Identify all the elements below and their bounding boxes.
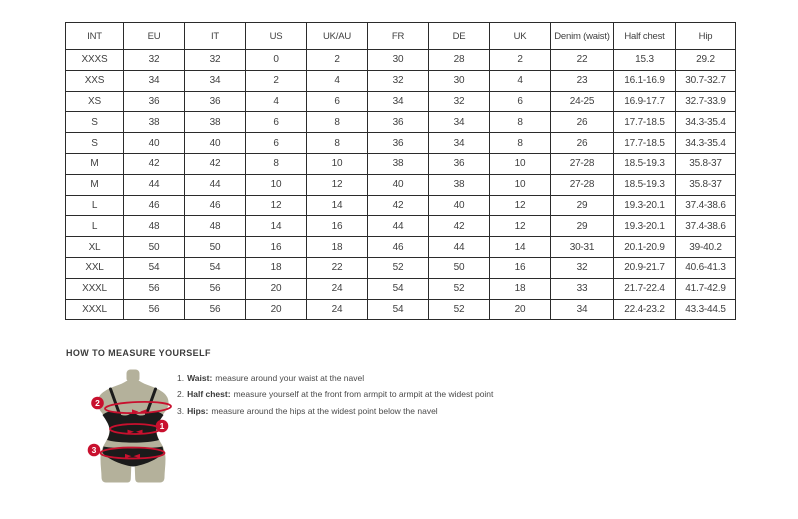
table-cell: 18 xyxy=(307,237,368,258)
size-label-cell: XXXS xyxy=(66,50,124,71)
table-cell: 44 xyxy=(124,174,185,195)
mannequin-illustration xyxy=(84,369,192,487)
table-cell: 24 xyxy=(307,278,368,299)
table-cell: 19.3-20.1 xyxy=(614,216,676,237)
table-cell: 34 xyxy=(429,133,490,154)
table-cell: 21.7-22.4 xyxy=(614,278,676,299)
table-cell: 4 xyxy=(307,70,368,91)
table-cell: 30-31 xyxy=(551,237,614,258)
table-cell: 20 xyxy=(246,299,307,320)
size-table xyxy=(65,22,736,320)
instruction-item-half-chest xyxy=(177,386,537,402)
table-cell: 52 xyxy=(368,257,429,278)
table-cell: 54 xyxy=(368,278,429,299)
table-cell: 36 xyxy=(185,91,246,112)
table-cell: 48 xyxy=(185,216,246,237)
table-cell: 38 xyxy=(368,153,429,174)
table-cell: 28 xyxy=(429,50,490,71)
instruction-number: 2. xyxy=(177,389,185,400)
table-cell: 24-25 xyxy=(551,91,614,112)
table-cell: 56 xyxy=(124,299,185,320)
table-row xyxy=(66,299,736,320)
table-row xyxy=(66,237,736,258)
hips-badge-number: 3 xyxy=(91,445,97,455)
table-cell: 17.7-18.5 xyxy=(614,133,676,154)
table-cell: 16 xyxy=(490,257,551,278)
size-label-cell: L xyxy=(66,195,124,216)
table-cell: 50 xyxy=(185,237,246,258)
column-header: IT xyxy=(185,23,246,50)
table-cell: 56 xyxy=(185,299,246,320)
table-cell: 8 xyxy=(490,112,551,133)
table-cell: 18.5-19.3 xyxy=(614,174,676,195)
table-cell: 12 xyxy=(246,195,307,216)
table-cell: 46 xyxy=(368,237,429,258)
table-cell: 32.7-33.9 xyxy=(676,91,736,112)
column-header: Denim (waist) xyxy=(551,23,614,50)
table-cell: 24 xyxy=(307,299,368,320)
table-cell: 34 xyxy=(368,91,429,112)
table-row xyxy=(66,112,736,133)
table-cell: 35.8-37 xyxy=(676,174,736,195)
table-cell: 39-40.2 xyxy=(676,237,736,258)
table-cell: 0 xyxy=(246,50,307,71)
table-cell: 29 xyxy=(551,216,614,237)
table-cell: 52 xyxy=(429,299,490,320)
size-label-cell: XS xyxy=(66,91,124,112)
table-row xyxy=(66,174,736,195)
table-cell: 32 xyxy=(368,70,429,91)
size-label-cell: XL xyxy=(66,237,124,258)
column-header: Half chest xyxy=(614,23,676,50)
table-cell: 52 xyxy=(429,278,490,299)
waist-badge-number: 1 xyxy=(159,421,165,431)
table-cell: 19.3-20.1 xyxy=(614,195,676,216)
table-cell: 27-28 xyxy=(551,153,614,174)
table-cell: 32 xyxy=(185,50,246,71)
table-cell: 20 xyxy=(246,278,307,299)
table-cell: 37.4-38.6 xyxy=(676,195,736,216)
column-header: DE xyxy=(429,23,490,50)
table-row xyxy=(66,195,736,216)
size-label-cell: L xyxy=(66,216,124,237)
instruction-item-waist xyxy=(177,370,537,386)
size-label-cell: XXS xyxy=(66,70,124,91)
table-cell: 34 xyxy=(124,70,185,91)
table-cell: 36 xyxy=(124,91,185,112)
column-header: UK/AU xyxy=(307,23,368,50)
table-cell: 32 xyxy=(551,257,614,278)
instruction-text: measure around the hips at the widest point below the navel xyxy=(211,405,438,416)
table-cell: 20.1-20.9 xyxy=(614,237,676,258)
table-cell: 40 xyxy=(124,133,185,154)
table-cell: 32 xyxy=(124,50,185,71)
column-header: UK xyxy=(490,23,551,50)
table-cell: 12 xyxy=(490,195,551,216)
table-cell: 30.7-32.7 xyxy=(676,70,736,91)
table-cell: 34 xyxy=(551,299,614,320)
instruction-number: 1. xyxy=(177,373,185,383)
table-cell: 27-28 xyxy=(551,174,614,195)
measure-section-title: HOW TO MEASURE YOURSELF xyxy=(66,348,211,358)
table-cell: 38 xyxy=(124,112,185,133)
column-header: INT xyxy=(66,23,124,50)
table-cell: 41.7-42.9 xyxy=(676,278,736,299)
table-cell: 8 xyxy=(490,133,551,154)
table-cell: 44 xyxy=(429,237,490,258)
table-cell: 14 xyxy=(246,216,307,237)
table-cell: 8 xyxy=(246,153,307,174)
table-cell: 10 xyxy=(246,174,307,195)
table-cell: 6 xyxy=(246,112,307,133)
column-header: US xyxy=(246,23,307,50)
table-cell: 50 xyxy=(124,237,185,258)
table-row xyxy=(66,153,736,174)
chest-badge-number: 2 xyxy=(95,398,100,408)
column-header: EU xyxy=(124,23,185,50)
table-cell: 26 xyxy=(551,112,614,133)
instruction-label: Half chest: xyxy=(187,389,231,400)
table-cell: 2 xyxy=(490,50,551,71)
table-row xyxy=(66,91,736,112)
size-label-cell: S xyxy=(66,133,124,154)
table-cell: 16.1-16.9 xyxy=(614,70,676,91)
table-cell: 54 xyxy=(124,257,185,278)
table-cell: 34 xyxy=(429,112,490,133)
table-row xyxy=(66,278,736,299)
size-chart xyxy=(65,22,735,320)
table-cell: 46 xyxy=(124,195,185,216)
column-header: Hip xyxy=(676,23,736,50)
table-row xyxy=(66,70,736,91)
table-cell: 42 xyxy=(185,153,246,174)
measure-instructions xyxy=(177,370,537,419)
table-cell: 10 xyxy=(490,153,551,174)
table-cell: 18 xyxy=(490,278,551,299)
table-row xyxy=(66,133,736,154)
table-cell: 46 xyxy=(185,195,246,216)
table-cell: 56 xyxy=(185,278,246,299)
table-cell: 48 xyxy=(124,216,185,237)
table-cell: 35.8-37 xyxy=(676,153,736,174)
table-cell: 30 xyxy=(429,70,490,91)
table-cell: 34 xyxy=(185,70,246,91)
table-cell: 44 xyxy=(368,216,429,237)
column-header: FR xyxy=(368,23,429,50)
table-cell: 8 xyxy=(307,133,368,154)
table-cell: 40.6-41.3 xyxy=(676,257,736,278)
table-cell: 34.3-35.4 xyxy=(676,133,736,154)
instruction-item-hips xyxy=(177,403,537,419)
size-label-cell: XXXL xyxy=(66,299,124,320)
table-cell: 36 xyxy=(368,112,429,133)
table-cell: 44 xyxy=(185,174,246,195)
size-label-cell: M xyxy=(66,153,124,174)
table-cell: 42 xyxy=(124,153,185,174)
table-row xyxy=(66,257,736,278)
table-cell: 54 xyxy=(185,257,246,278)
table-cell: 42 xyxy=(368,195,429,216)
instruction-text: measure around your waist at the navel xyxy=(215,373,365,383)
table-cell: 6 xyxy=(246,133,307,154)
table-cell: 17.7-18.5 xyxy=(614,112,676,133)
table-cell: 22 xyxy=(307,257,368,278)
table-cell: 20.9-21.7 xyxy=(614,257,676,278)
table-cell: 10 xyxy=(490,174,551,195)
table-cell: 34.3-35.4 xyxy=(676,112,736,133)
instruction-number: 3. xyxy=(177,405,185,416)
table-cell: 30 xyxy=(368,50,429,71)
table-row xyxy=(66,50,736,71)
table-row xyxy=(66,216,736,237)
table-cell: 2 xyxy=(246,70,307,91)
table-cell: 56 xyxy=(124,278,185,299)
instruction-label: Waist: xyxy=(187,373,213,383)
table-cell: 18 xyxy=(246,257,307,278)
size-label-cell: XXL xyxy=(66,257,124,278)
table-cell: 2 xyxy=(307,50,368,71)
table-cell: 38 xyxy=(185,112,246,133)
table-cell: 15.3 xyxy=(614,50,676,71)
table-cell: 43.3-44.5 xyxy=(676,299,736,320)
table-cell: 18.5-19.3 xyxy=(614,153,676,174)
table-cell: 22 xyxy=(551,50,614,71)
table-cell: 22.4-23.2 xyxy=(614,299,676,320)
instruction-text: measure yourself at the front from armpit to armpit at the widest point xyxy=(233,389,494,400)
table-cell: 29 xyxy=(551,195,614,216)
table-cell: 20 xyxy=(490,299,551,320)
table-cell: 16 xyxy=(246,237,307,258)
table-cell: 6 xyxy=(490,91,551,112)
table-cell: 36 xyxy=(429,153,490,174)
instruction-label: Hips: xyxy=(187,405,209,416)
table-cell: 33 xyxy=(551,278,614,299)
table-cell: 50 xyxy=(429,257,490,278)
table-cell: 8 xyxy=(307,112,368,133)
table-cell: 54 xyxy=(368,299,429,320)
table-cell: 23 xyxy=(551,70,614,91)
table-cell: 32 xyxy=(429,91,490,112)
table-cell: 40 xyxy=(429,195,490,216)
table-cell: 42 xyxy=(429,216,490,237)
table-cell: 37.4-38.6 xyxy=(676,216,736,237)
table-cell: 14 xyxy=(490,237,551,258)
table-cell: 26 xyxy=(551,133,614,154)
table-cell: 4 xyxy=(490,70,551,91)
table-cell: 14 xyxy=(307,195,368,216)
table-cell: 16 xyxy=(307,216,368,237)
table-cell: 36 xyxy=(368,133,429,154)
table-cell: 10 xyxy=(307,153,368,174)
table-cell: 16.9-17.7 xyxy=(614,91,676,112)
table-cell: 29.2 xyxy=(676,50,736,71)
table-cell: 4 xyxy=(246,91,307,112)
size-label-cell: S xyxy=(66,112,124,133)
table-cell: 40 xyxy=(185,133,246,154)
measurement-figure xyxy=(84,369,192,487)
table-cell: 38 xyxy=(429,174,490,195)
size-label-cell: XXXL xyxy=(66,278,124,299)
table-cell: 12 xyxy=(307,174,368,195)
table-cell: 12 xyxy=(490,216,551,237)
table-header-row xyxy=(66,23,736,50)
table-cell: 40 xyxy=(368,174,429,195)
size-label-cell: M xyxy=(66,174,124,195)
table-cell: 6 xyxy=(307,91,368,112)
